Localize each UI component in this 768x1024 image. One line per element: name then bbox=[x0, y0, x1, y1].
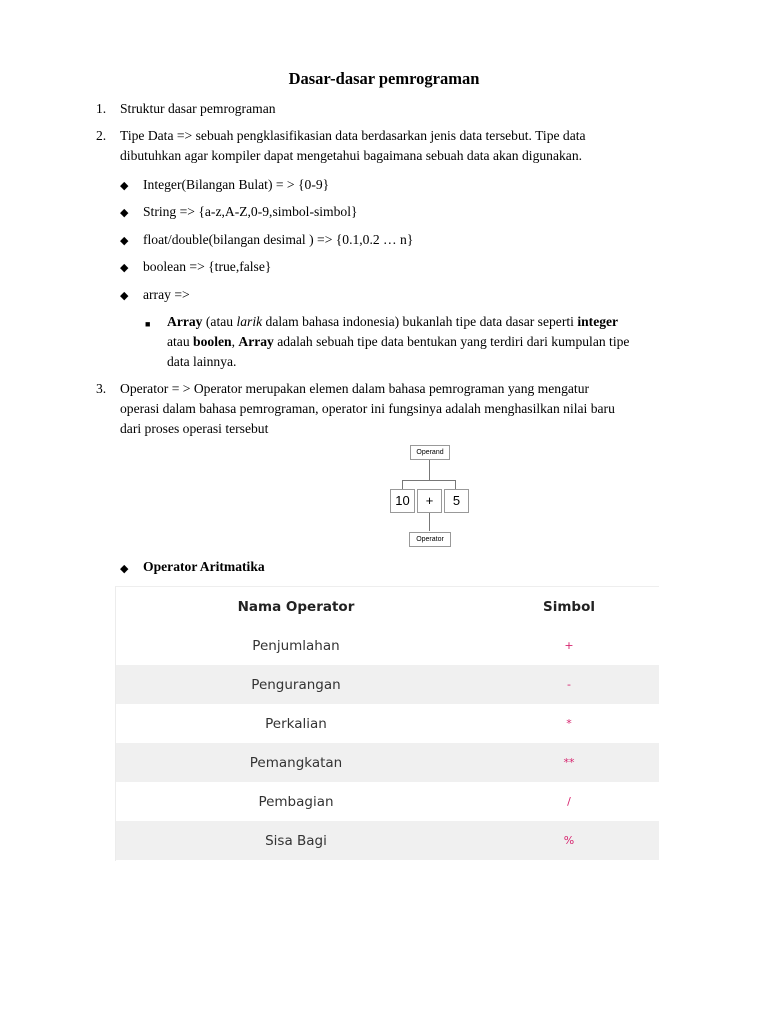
list-number: 1. bbox=[96, 101, 107, 116]
array-text: dalam bahasa indonesia) bukanlah tipe data dasar seperti bbox=[262, 314, 578, 329]
array-text: (atau bbox=[202, 314, 237, 329]
table-row bbox=[116, 704, 659, 743]
type-item: Integer(Bilangan Bulat) = > {0-9} bbox=[143, 177, 330, 192]
operator-symbol: + bbox=[564, 639, 574, 652]
boolen-term: boolen bbox=[193, 334, 232, 349]
connector-line bbox=[402, 480, 403, 489]
operator-name: Perkalian bbox=[265, 716, 327, 732]
array-text: atau bbox=[167, 334, 194, 349]
header-symbol: Simbol bbox=[543, 599, 595, 615]
table-row bbox=[116, 821, 659, 860]
array-text: adalah sebuah tipe data bentukan yang terdiri dari kumpulan tipe bbox=[273, 334, 630, 349]
table-row bbox=[116, 626, 659, 665]
operator-box: + bbox=[417, 489, 442, 513]
operator-name: Sisa Bagi bbox=[265, 833, 327, 849]
operand-label: Operand bbox=[410, 445, 450, 460]
list-item-text: operasi dalam bahasa pemrograman, operator ini fungsinya adalah menghasilkan nilai baru bbox=[120, 401, 615, 416]
list-number: 3. bbox=[96, 381, 107, 396]
operator-name: Penjumlahan bbox=[252, 638, 340, 654]
header-name: Nama Operator bbox=[237, 599, 355, 615]
array-term: Array bbox=[238, 334, 274, 349]
integer-term: integer bbox=[577, 314, 619, 329]
array-term: Array bbox=[167, 314, 203, 329]
section-heading: Operator Aritmatika bbox=[143, 559, 265, 574]
list-item-text: dari proses operasi tersebut bbox=[120, 421, 269, 436]
square-bullet-icon: ■ bbox=[145, 319, 151, 329]
list-item-text: Struktur dasar pemrograman bbox=[120, 101, 276, 116]
operator-symbol: / bbox=[567, 795, 571, 808]
type-item: String => {a-z,A-Z,0-9,simbol-simbol} bbox=[143, 204, 358, 219]
operator-name: Pembagian bbox=[258, 794, 334, 810]
connector-line bbox=[455, 480, 456, 489]
page-title: Dasar-dasar pemrograman bbox=[288, 69, 480, 88]
array-note-line2 bbox=[167, 332, 629, 352]
bullet-icon: ◆ bbox=[120, 207, 129, 219]
type-item: array => bbox=[143, 287, 190, 302]
operand-left-box: 10 bbox=[390, 489, 415, 513]
bullet-icon: ◆ bbox=[120, 563, 129, 575]
array-note-line3: data lainnya. bbox=[167, 354, 237, 369]
bullet-icon: ◆ bbox=[120, 290, 129, 302]
connector-line bbox=[402, 480, 456, 481]
bullet-icon: ◆ bbox=[120, 235, 129, 247]
connector-line bbox=[429, 460, 430, 480]
operator-symbol: % bbox=[563, 834, 575, 847]
array-note-line1 bbox=[167, 312, 618, 332]
list-item-text: Tipe Data => sebuah pengklasifikasian data berdasarkan jenis data tersebut. Tipe data bbox=[120, 128, 586, 143]
operator-symbol: ** bbox=[563, 756, 575, 769]
type-item: float/double(bilangan desimal ) => {0.1,0.2 … n} bbox=[143, 232, 414, 247]
table-row bbox=[116, 743, 659, 782]
bullet-icon: ◆ bbox=[120, 180, 129, 192]
larik-term: larik bbox=[236, 314, 263, 329]
operator-table bbox=[115, 586, 659, 861]
list-item-text: Operator = > Operator merupakan elemen dalam bahasa pemrograman yang mengatur bbox=[120, 381, 590, 396]
table-header-row bbox=[116, 587, 659, 626]
operand-right-box: 5 bbox=[444, 489, 469, 513]
bullet-icon: ◆ bbox=[120, 262, 129, 274]
list-item-text: dibutuhkan agar kompiler dapat mengetahui bagaimana sebuah data akan digunakan. bbox=[120, 148, 583, 163]
table-row bbox=[116, 665, 659, 704]
connector-line bbox=[429, 513, 430, 531]
table-row bbox=[116, 782, 659, 821]
operator-symbol: - bbox=[567, 678, 571, 691]
operator-symbol: * bbox=[566, 717, 572, 730]
list-number: 2. bbox=[96, 128, 107, 143]
array-text: , bbox=[231, 334, 239, 349]
operator-name: Pengurangan bbox=[251, 677, 341, 693]
operator-label: Operator bbox=[409, 532, 451, 547]
type-item: boolean => {true,false} bbox=[143, 259, 272, 274]
operator-name: Pemangkatan bbox=[249, 755, 343, 771]
